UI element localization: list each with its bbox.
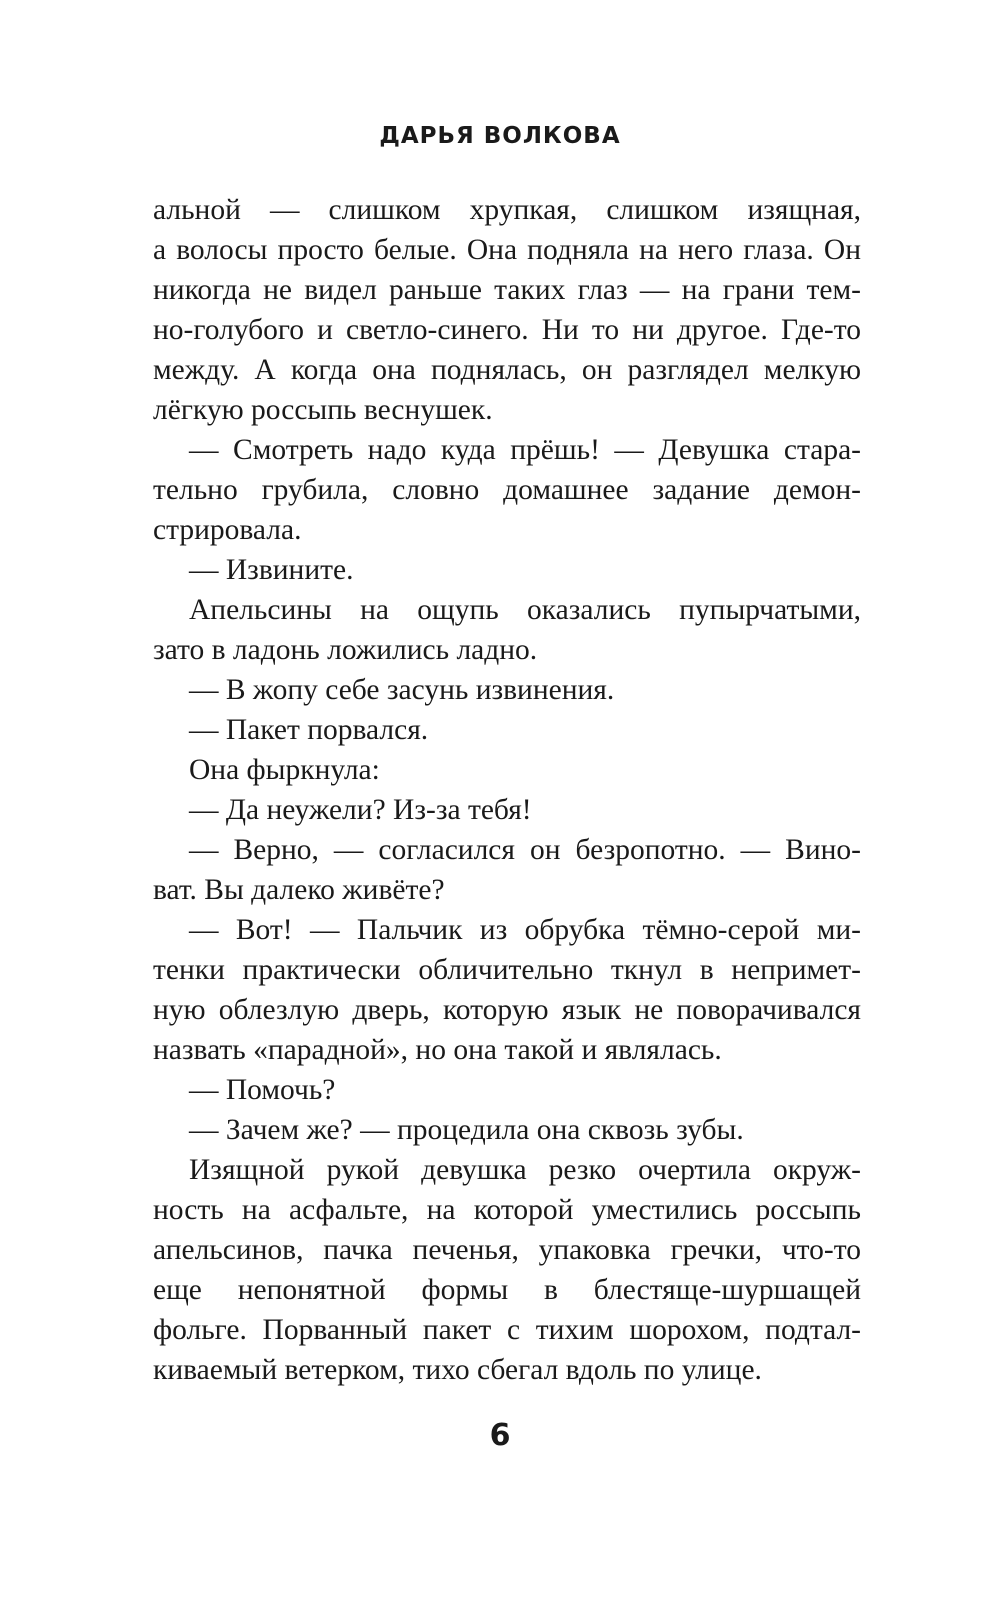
text-line: Апельсины на ощупь оказались пупырчатыми,: [189, 594, 861, 626]
text-line: тельно грубила, словно домашнее задание демон-: [153, 474, 861, 506]
page-number: 6: [489, 1418, 511, 1453]
text-line: а волосы просто белые. Она подняла на него глаза. Он: [153, 234, 861, 266]
text-line: но-голубого и светло-синего. Ни то ни другое. Где-то: [153, 314, 861, 346]
text-line: — Извините.: [189, 554, 354, 586]
text-line: тенки практически обличительно ткнул в непримет-: [153, 954, 861, 986]
text-line: стрировала.: [153, 514, 302, 546]
text-line: — Смотреть надо куда прёшь! — Девушка стара-: [189, 434, 861, 466]
text-line: назвать «парадной», но она такой и являлась.: [153, 1034, 722, 1066]
text-line: апельсинов, пачка печенья, упаковка гречки, что-то: [153, 1234, 861, 1266]
text-line: еще непонятной формы в блестяще-шуршащей: [153, 1274, 861, 1306]
text-line: никогда не видел раньше таких глаз — на грани тем-: [153, 274, 861, 306]
text-line: альной — слишком хрупкая, слишком изящная,: [153, 194, 861, 226]
text-line: Изящной рукой девушка резко очертила окруж-: [189, 1154, 861, 1186]
text-line: лёгкую россыпь веснушек.: [153, 394, 493, 426]
text-line: — Вот! — Пальчик из обрубка тёмно-серой ми-: [189, 914, 861, 946]
text-line: — Да неужели? Из-за тебя!: [189, 794, 532, 826]
text-line: зато в ладонь ложились ладно.: [153, 634, 538, 666]
text-line: фольге. Порванный пакет с тихим шорохом, подтал-: [153, 1314, 861, 1346]
text-line: — Пакет порвался.: [189, 714, 429, 746]
running-head-author: ДАРЬЯ ВОЛКОВА: [379, 123, 621, 149]
text-line: — Верно, — согласился он безропотно. — Вино-: [189, 834, 861, 866]
text-line: между. А когда она поднялась, он разглядел мелкую: [153, 354, 861, 386]
text-line: ность на асфальте, на которой уместились россыпь: [153, 1194, 861, 1226]
text-line: ную облезлую дверь, которую язык не поворачивался: [153, 994, 861, 1026]
text-line: киваемый ветерком, тихо сбегал вдоль по улице.: [153, 1354, 762, 1386]
text-line: — В жопу себе засунь извинения.: [189, 674, 615, 706]
text-line: Она фыркнула:: [189, 754, 380, 786]
text-line: — Зачем же? — процедила она сквозь зубы.: [189, 1114, 744, 1146]
text-line: ват. Вы далеко живёте?: [153, 874, 445, 906]
text-line: — Помочь?: [189, 1074, 336, 1106]
body-text: [153, 190, 861, 1390]
